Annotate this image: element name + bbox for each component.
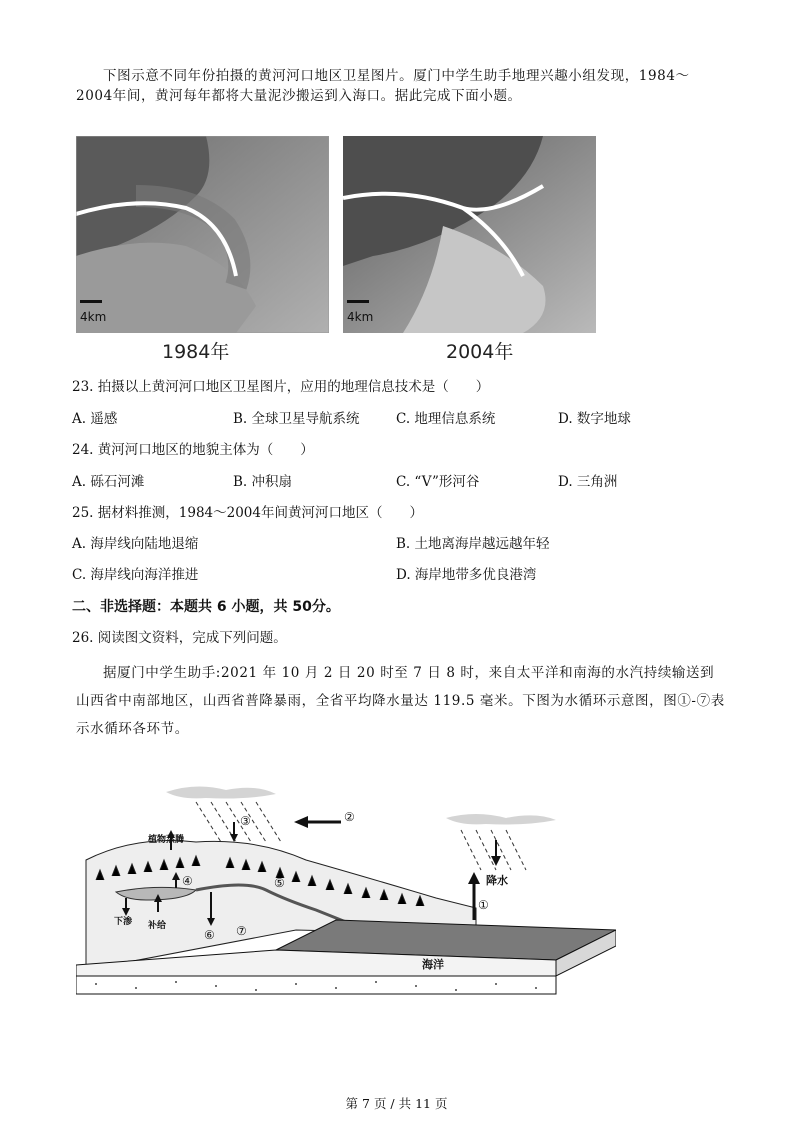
label-circle-5: ⑤ bbox=[274, 876, 285, 890]
scale-label-2004: 4km bbox=[347, 310, 374, 324]
question-25-stem: 25. 据材料推测，1984～2004年间黄河河口地区（ ） bbox=[72, 505, 423, 521]
question-25-option-b: B. 土地离海岸越远越年轻 bbox=[396, 536, 550, 552]
water-cycle-diagram bbox=[76, 780, 616, 1010]
scale-label-1984: 4km bbox=[80, 310, 107, 324]
question-26-stem: 26. 阅读图文资料，完成下列问题。 bbox=[72, 630, 287, 646]
question-24-option-b: B. 冲积扇 bbox=[233, 474, 293, 490]
question-23-option-b: B. 全球卫星导航系统 bbox=[233, 411, 360, 427]
label-circle-7: ⑦ bbox=[236, 924, 247, 938]
label-circle-1: ① bbox=[478, 898, 489, 912]
footer-page: 7 bbox=[361, 1096, 370, 1111]
page-footer bbox=[0, 1094, 793, 1112]
question-23-option-a: A. 遥感 bbox=[72, 411, 118, 427]
label-plant-transpiration: 植物蒸腾 bbox=[148, 835, 185, 845]
question-23-option-c: C. 地理信息系统 bbox=[396, 411, 496, 427]
label-recharge: 补给 bbox=[148, 921, 167, 931]
question-23-stem: 23. 拍摄以上黄河河口地区卫星图片，应用的地理信息技术是（ ） bbox=[72, 379, 490, 395]
footer-prefix: 第 bbox=[345, 1096, 358, 1111]
question-25-option-c: C. 海岸线向海洋推进 bbox=[72, 567, 199, 583]
question-24-option-c: C. “V”形河谷 bbox=[396, 474, 480, 490]
footer-suffix: 页 bbox=[435, 1096, 448, 1111]
satellite-image-1984 bbox=[76, 136, 329, 333]
year-label-1984: 1984年 bbox=[162, 341, 230, 363]
question-23-option-d: D. 数字地球 bbox=[558, 411, 631, 427]
label-circle-3: ③ bbox=[240, 814, 251, 828]
question-24-option-a: A. 砾石河滩 bbox=[72, 474, 145, 490]
section-2-heading: 二、非选择题：本题共 6 小题，共 50分。 bbox=[72, 599, 340, 615]
question-26-material: 据厦门中学生助手:2021 年 10 月 2 日 20 时至 7 日 8 时，来自太平洋和南海的水汽持续输送到山西省中南部地区，山西省普降暴雨，全省平均降水量达 119.5 毫米。下图为水循环示意图，图①-⑦表示水循环各环节。 bbox=[76, 665, 725, 737]
question-25-option-a: A. 海岸线向陆地退缩 bbox=[72, 536, 199, 552]
footer-mid: 页 / 共 bbox=[373, 1096, 412, 1111]
label-ocean: 海洋 bbox=[422, 958, 444, 971]
label-precipitation: 降水 bbox=[486, 874, 508, 887]
question-25-option-d: D. 海岸地带多优良港湾 bbox=[396, 567, 537, 583]
footer-total: 11 bbox=[415, 1096, 432, 1111]
satellite-image-2004 bbox=[343, 136, 596, 333]
label-circle-4: ④ bbox=[182, 874, 193, 888]
question-24-option-d: D. 三角洲 bbox=[558, 474, 618, 490]
label-circle-6: ⑥ bbox=[204, 928, 215, 942]
year-label-2004: 2004年 bbox=[446, 341, 514, 363]
intro-paragraph: 下图示意不同年份拍摄的黄河河口地区卫星图片。厦门中学生助手地理兴趣小组发现，1984～2004年间，黄河每年都将大量泥沙搬运到入海口。据此完成下面小题。 bbox=[76, 68, 690, 104]
question-24-stem: 24. 黄河河口地区的地貌主体为（ ） bbox=[72, 442, 314, 458]
label-circle-2: ② bbox=[344, 810, 355, 824]
label-infiltration: 下渗 bbox=[114, 917, 133, 927]
